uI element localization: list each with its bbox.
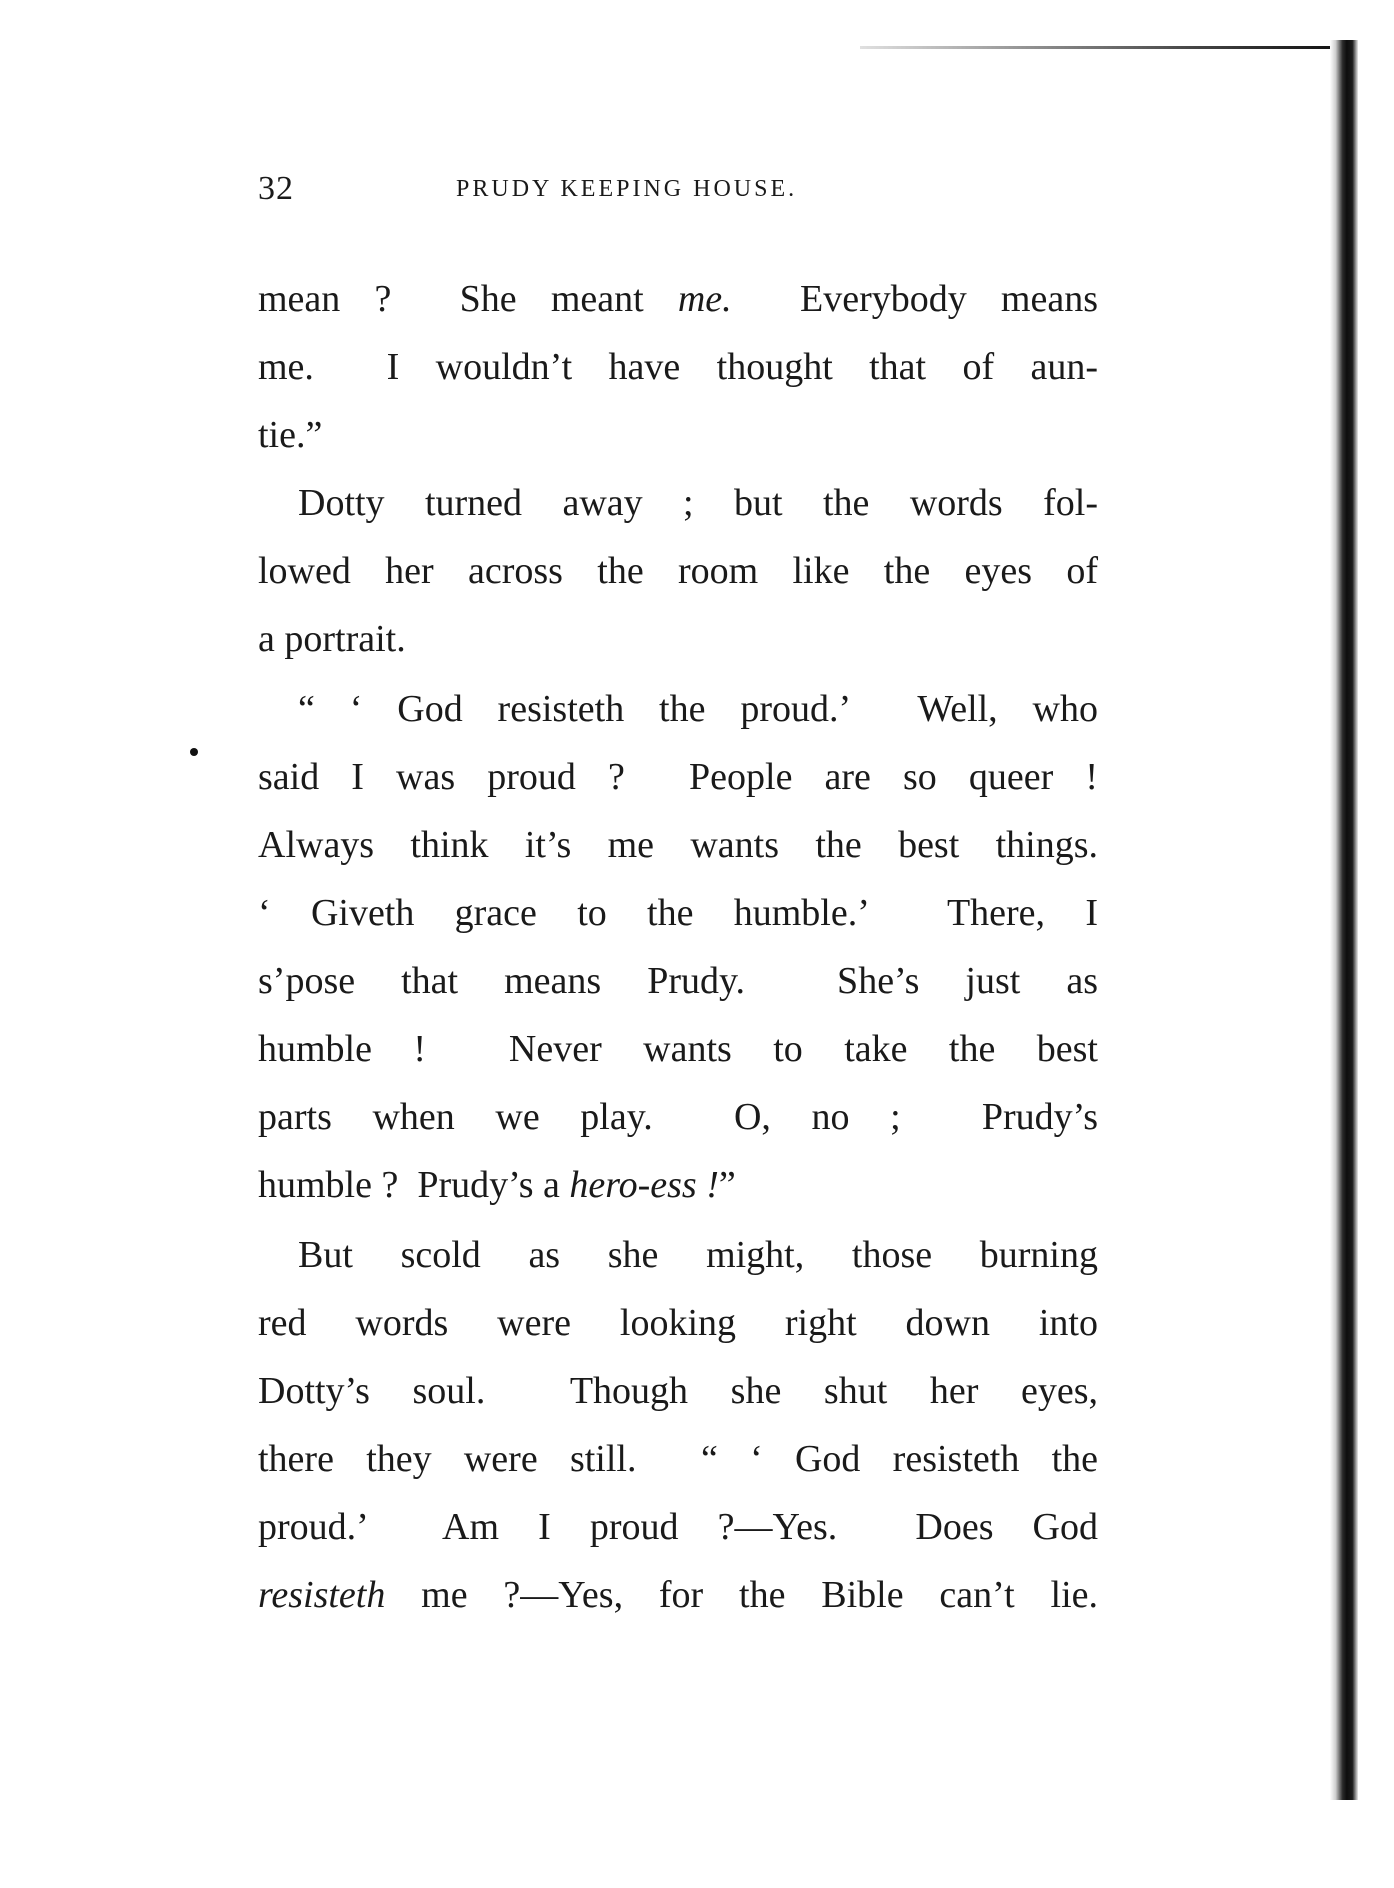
text-line: humble ! Never wants to take the best bbox=[258, 1028, 1098, 1070]
text-line: “ ‘ God resisteth the proud.’ Well, who bbox=[298, 688, 1098, 730]
scan-top-rule bbox=[860, 46, 1340, 49]
page-header bbox=[258, 170, 1108, 220]
text-line: parts when we play. O, no ; Prudy’s bbox=[258, 1096, 1098, 1138]
text-line: s’pose that means Prudy. She’s just as bbox=[258, 960, 1098, 1002]
text-line: me. I wouldn’t have thought that of aun- bbox=[258, 346, 1098, 388]
page-number: 32 bbox=[258, 170, 294, 207]
running-head: PRUDY KEEPING HOUSE. bbox=[456, 176, 798, 202]
text-line: lowed her across the room like the eyes of bbox=[258, 550, 1098, 592]
text-line: red words were looking right down into bbox=[258, 1302, 1098, 1344]
text-line: ‘ Giveth grace to the humble.’ There, I bbox=[258, 892, 1098, 934]
text-line: Always think it’s me wants the best things. bbox=[258, 824, 1098, 866]
text-line: a portrait. bbox=[258, 618, 406, 660]
text-line: mean ? She meant me. Everybody means bbox=[258, 278, 1098, 320]
text-line: resisteth me ?—Yes, for the Bible can’t lie. bbox=[258, 1574, 1098, 1616]
ink-speck bbox=[190, 748, 198, 756]
text-line: Dotty’s soul. Though she shut her eyes, bbox=[258, 1370, 1098, 1412]
text-line: there they were still. “ ‘ God resisteth the bbox=[258, 1438, 1098, 1480]
text-line: said I was proud ? People are so queer ! bbox=[258, 756, 1098, 798]
text-line: Dotty turned away ; but the words fol- bbox=[298, 482, 1098, 524]
text-line: proud.’ Am I proud ?—Yes. Does God bbox=[258, 1506, 1098, 1548]
scan-binding-edge bbox=[1330, 40, 1358, 1800]
text-line: humble ? Prudy’s a hero-ess !” bbox=[258, 1164, 736, 1206]
text-line: But scold as she might, those burning bbox=[298, 1234, 1098, 1276]
text-line: tie.” bbox=[258, 414, 323, 456]
